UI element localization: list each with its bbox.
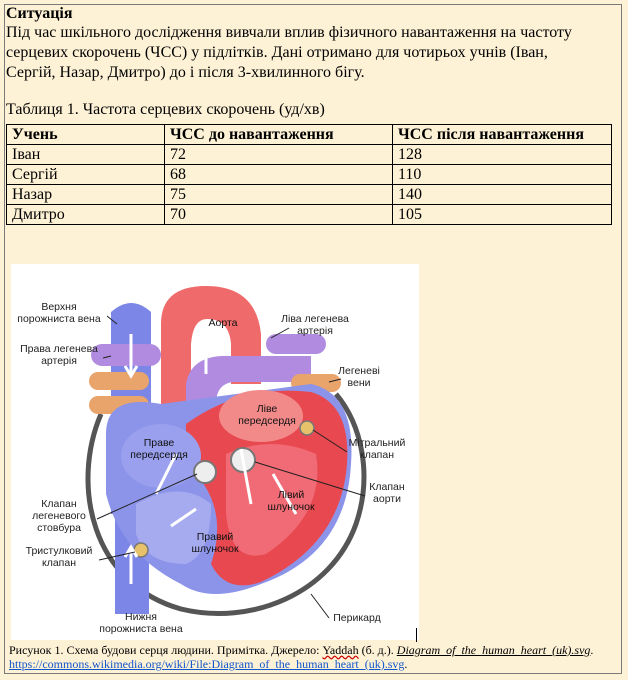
situation-title: Ситуація <box>6 5 73 22</box>
pv-right-shape <box>89 372 149 390</box>
label-pv-1: Легеневі <box>338 365 380 377</box>
label-tric-1: Тристулковий <box>25 545 93 557</box>
cell-hr-before: 72 <box>165 145 393 165</box>
cell-hr-before: 75 <box>165 185 393 205</box>
cell-hr-after: 128 <box>393 145 612 165</box>
table-header-row <box>7 125 612 145</box>
caption-end: . <box>404 657 408 671</box>
cell-hr-after: 105 <box>393 205 612 225</box>
label-lv-1: Лівий <box>277 489 305 501</box>
label-pulm-2: легеневого <box>32 510 86 522</box>
label-ivc-1: Нижня <box>125 611 157 623</box>
label-pulm-1: Клапан <box>41 498 77 510</box>
table-row <box>7 145 612 165</box>
header-hr-before: ЧСС до навантаження <box>165 125 393 145</box>
figure-caption <box>9 643 617 671</box>
label-mitral-1: Мітральний <box>348 437 406 449</box>
table-row <box>7 165 612 185</box>
table-row <box>7 205 612 225</box>
label-la-2: передсердя <box>238 415 296 427</box>
caption-prefix: Рисунок 1. Схема будови серця людини. Примітка. Джерело: <box>9 643 323 657</box>
label-rv-2: шлуночок <box>191 543 239 555</box>
label-la-1: Ліве <box>256 403 278 415</box>
label-aortic-2: аорти <box>373 493 401 505</box>
label-ra-2: передсердя <box>130 449 188 461</box>
label-mitral-2: клапан <box>359 449 395 461</box>
header-student: Учень <box>7 125 165 145</box>
text-cursor <box>416 628 417 642</box>
cell-student: Назар <box>7 185 165 205</box>
cell-student: Сергій <box>7 165 165 185</box>
cell-student: Іван <box>7 145 165 165</box>
label-ra-1: Праве <box>143 437 175 449</box>
label-aorta: Аорта <box>208 317 238 329</box>
situation-line-1: Під час шкільного дослідження вивчали вплив фізичного навантаження на частоту <box>6 24 572 41</box>
situation-line-3: Сергій, Назар, Дмитро) до і після 3-хвилинного бігу. <box>6 64 365 81</box>
cell-hr-after: 110 <box>393 165 612 185</box>
table-caption: Таблиця 1. Частота серцевих скорочень (уд/хв) <box>6 101 325 118</box>
label-ivc-2: порожниста вена <box>99 623 183 635</box>
label-tric-2: клапан <box>41 557 77 569</box>
table-row <box>7 185 612 205</box>
cell-hr-after: 140 <box>393 185 612 205</box>
situation-line-2: серцевих скорочень (ЧСС) у підлітків. Дані отримано для чотирьох учнів (Іван, <box>6 44 548 61</box>
heart-rate-table <box>6 124 612 225</box>
cell-hr-before: 70 <box>165 205 393 225</box>
label-pulm-3: стовбура <box>37 522 81 534</box>
cell-student: Дмитро <box>7 205 165 225</box>
caption-author: Yaddah <box>322 643 359 657</box>
mitral-valve-shape <box>300 421 314 435</box>
label-rpa-1: Права легенева <box>20 343 98 355</box>
label-rv-1: Правий <box>196 531 234 543</box>
caption-dot: . <box>590 643 594 657</box>
label-pv-2: вени <box>347 377 371 389</box>
label-lpa-1: Ліва легенева <box>281 313 349 325</box>
heart-diagram <box>11 264 419 640</box>
label-svc-2: порожниста вена <box>17 313 101 325</box>
caption-url-link[interactable]: https://commons.wikimedia.org/wiki/File:Diagram_of_the_human_heart_(uk).svg <box>9 657 405 671</box>
label-pericardium: Перикард <box>333 612 381 624</box>
cell-hr-before: 68 <box>165 165 393 185</box>
pulmonary-valve-shape <box>194 461 216 483</box>
header-hr-after: ЧСС після навантаження <box>393 125 612 145</box>
label-aortic-1: Клапан <box>369 481 405 493</box>
caption-mid: (б. д.). <box>358 643 397 657</box>
label-lpa-2: артерія <box>297 325 333 337</box>
label-lv-2: шлуночок <box>267 501 315 513</box>
right-pa-shape <box>91 344 161 366</box>
label-svc-1: Верхня <box>41 301 77 313</box>
left-pa-shape <box>266 334 326 354</box>
label-rpa-2: артерія <box>41 355 77 367</box>
content <box>6 4 612 225</box>
caption-file: Diagram_of_the_human_heart_(uk).svg <box>396 643 591 657</box>
